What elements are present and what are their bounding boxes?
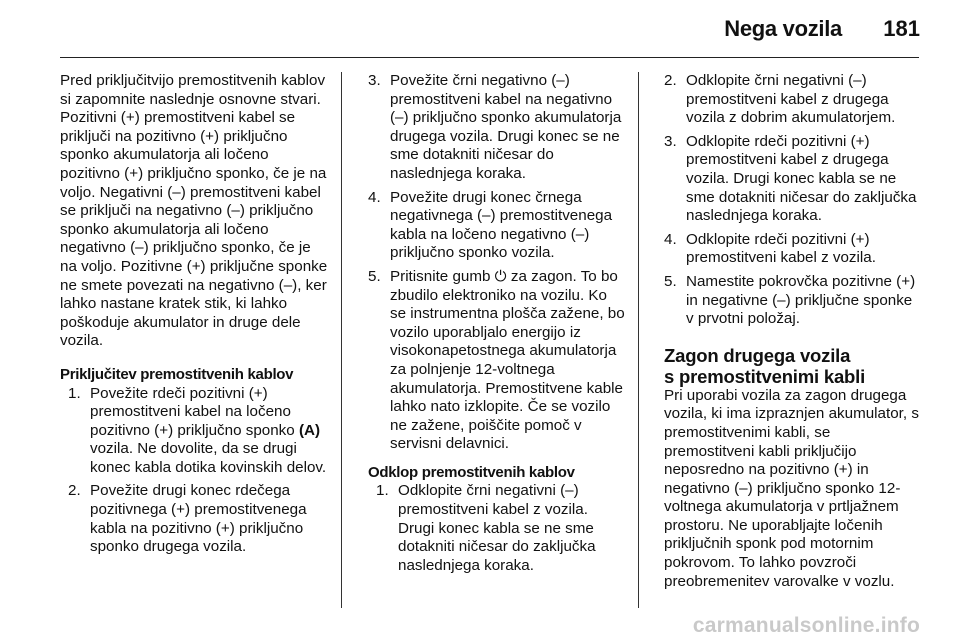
- step-text: Odklopite rdeči pozitivni (+) premostitveni kabel z vozila.: [686, 230, 876, 267]
- step-text: Povežite črni negativno (–) premostitveni kabel na negativno (–) priključno sponko akumulatorja drugega vozila. Drugi konec se ne sme dotakniti ničesar do naslednjega koraka.: [390, 72, 622, 182]
- list-item: [68, 385, 328, 478]
- intro-paragraph: Pred priključitvijo premostitvenih kablov si zapomnite naslednje osnovne stvari. Pozitivni (+) premostitveni kabel se priključi na pozitivno (+) priključno sponko akumulatorja ali ločeno pozitivno (+) priključno sponko, če je na voljo. Negativni (–) premostitveni kabel se priključi na negativno (–) priključno sponko akumulatorja ali ločeno negativno (–) priključno sponko, če je na voljo. Pozitivne (+) priključne sponke ne smete povezati na negativno (–), ker lahko nastane kratek stik, ki lahko poškoduje akumulator in druge dele vozila.: [60, 72, 328, 350]
- step-text: Povežite drugi konec črnega negativnega (–) premostitvenega kabla na ločeno negativno (–) priključno sponko vozila.: [390, 188, 613, 262]
- step-text: Odklopite črni negativni (–) premostitveni kabel z drugega vozila z dobrim akumulatorjem.: [686, 72, 896, 127]
- step-number: 3.: [368, 72, 381, 89]
- step-text: Namestite pokrovčka pozitivne (+) in negativne (–) priključne sponke v prvotni položaj.: [686, 272, 916, 328]
- section-title: Nega vozila: [724, 16, 842, 41]
- step-number: 1.: [376, 482, 389, 500]
- page-number: 181: [883, 16, 920, 41]
- step-ref-label: (A): [298, 421, 321, 439]
- step-number: 5.: [368, 267, 381, 285]
- list-item: [664, 273, 924, 329]
- step-number: 1.: [68, 384, 81, 402]
- step-number: 2.: [68, 482, 81, 500]
- header-rule: [60, 57, 919, 58]
- column-1: [60, 72, 328, 562]
- steps-list: [368, 72, 626, 454]
- watermark: carmanualsonline.info: [692, 614, 920, 637]
- section-heading-line: s premostitvenimi kabli: [664, 365, 866, 387]
- list-item: [368, 72, 626, 184]
- list-item: [368, 189, 626, 263]
- step-number: 2.: [664, 72, 677, 89]
- step-text: Povežite rdeči pozitivni (+) premostitveni kabel na ločeno pozitivno (+) priključno sponko: [90, 384, 299, 439]
- steps-list: [664, 72, 924, 329]
- section-heading-line: Zagon drugega vozila: [664, 344, 851, 366]
- step-text: Odklopite rdeči pozitivni (+) premostitveni kabel z drugega vozila. Drugi konec kabla se ne sme dotakniti ničesar do zaključka naslednjega koraka.: [686, 132, 917, 225]
- column-divider: [341, 72, 342, 608]
- column-2: [368, 72, 626, 580]
- subheading-connect: Priključitev premostitvenih kablov: [60, 365, 294, 383]
- list-item: [68, 482, 328, 556]
- column-divider: [638, 72, 639, 608]
- list-item: [376, 482, 626, 575]
- step-text: Povežite drugi konec rdečega pozitivnega (+) premostitvenega kabla na pozitivno (+) priključno sponko drugega vozila.: [90, 482, 307, 556]
- page-header: [0, 0, 960, 62]
- step-number: 5.: [664, 272, 677, 290]
- step-text: Pritisnite gumb ⏻ za zagon. To bo zbudilo elektroniko na vozilu. Ko se instrumentna plošča zažene, bo vozilo uporabljalo energijo iz visokonapetostnega akumulatorja za polnjenje 12-voltnega akumulatorja. Premostitvene kable lahko nato izklopite. Če se vozilo ne zažene, poiščite pomoč v servisni delavnici.: [390, 267, 625, 453]
- subheading-disconnect: Odklop premostitvenih kablov: [368, 463, 575, 481]
- list-item: [664, 133, 924, 226]
- list-item: [664, 72, 924, 128]
- step-number: 4.: [368, 188, 381, 206]
- list-item: [368, 268, 626, 454]
- steps-list: [68, 385, 328, 557]
- column-3: [664, 72, 924, 591]
- step-number: 4.: [664, 230, 677, 248]
- body-paragraph: Pri uporabi vozila za zagon drugega vozila, ki ima izpraznjen akumulator, s premostitvenimi kabli, se premostitveni kabli priključijo neposredno na pozitivno (+) in negativno (–) priključno sponko 12-voltnega akumulatorja v prtljažnem prostoru. Ne uporabljajte ločenih priključnih sponk pod motornim pokrovom. To lahko povzroči preobremenitev varovalke v vozlu.: [664, 386, 919, 590]
- step-text: vozila. Ne dovolite, da se drugi konec kabla dotika kovinskih delov.: [90, 440, 327, 476]
- step-text: Odklopite črni negativni (–) premostitveni kabel z vozila. Drugi konec kabla se ne sme dotakniti ničesar do zaključka naslednjega koraka.: [398, 482, 596, 574]
- step-number: 3.: [664, 132, 677, 150]
- section-heading: [664, 345, 924, 387]
- steps-list: [376, 482, 626, 575]
- list-item: [664, 231, 924, 268]
